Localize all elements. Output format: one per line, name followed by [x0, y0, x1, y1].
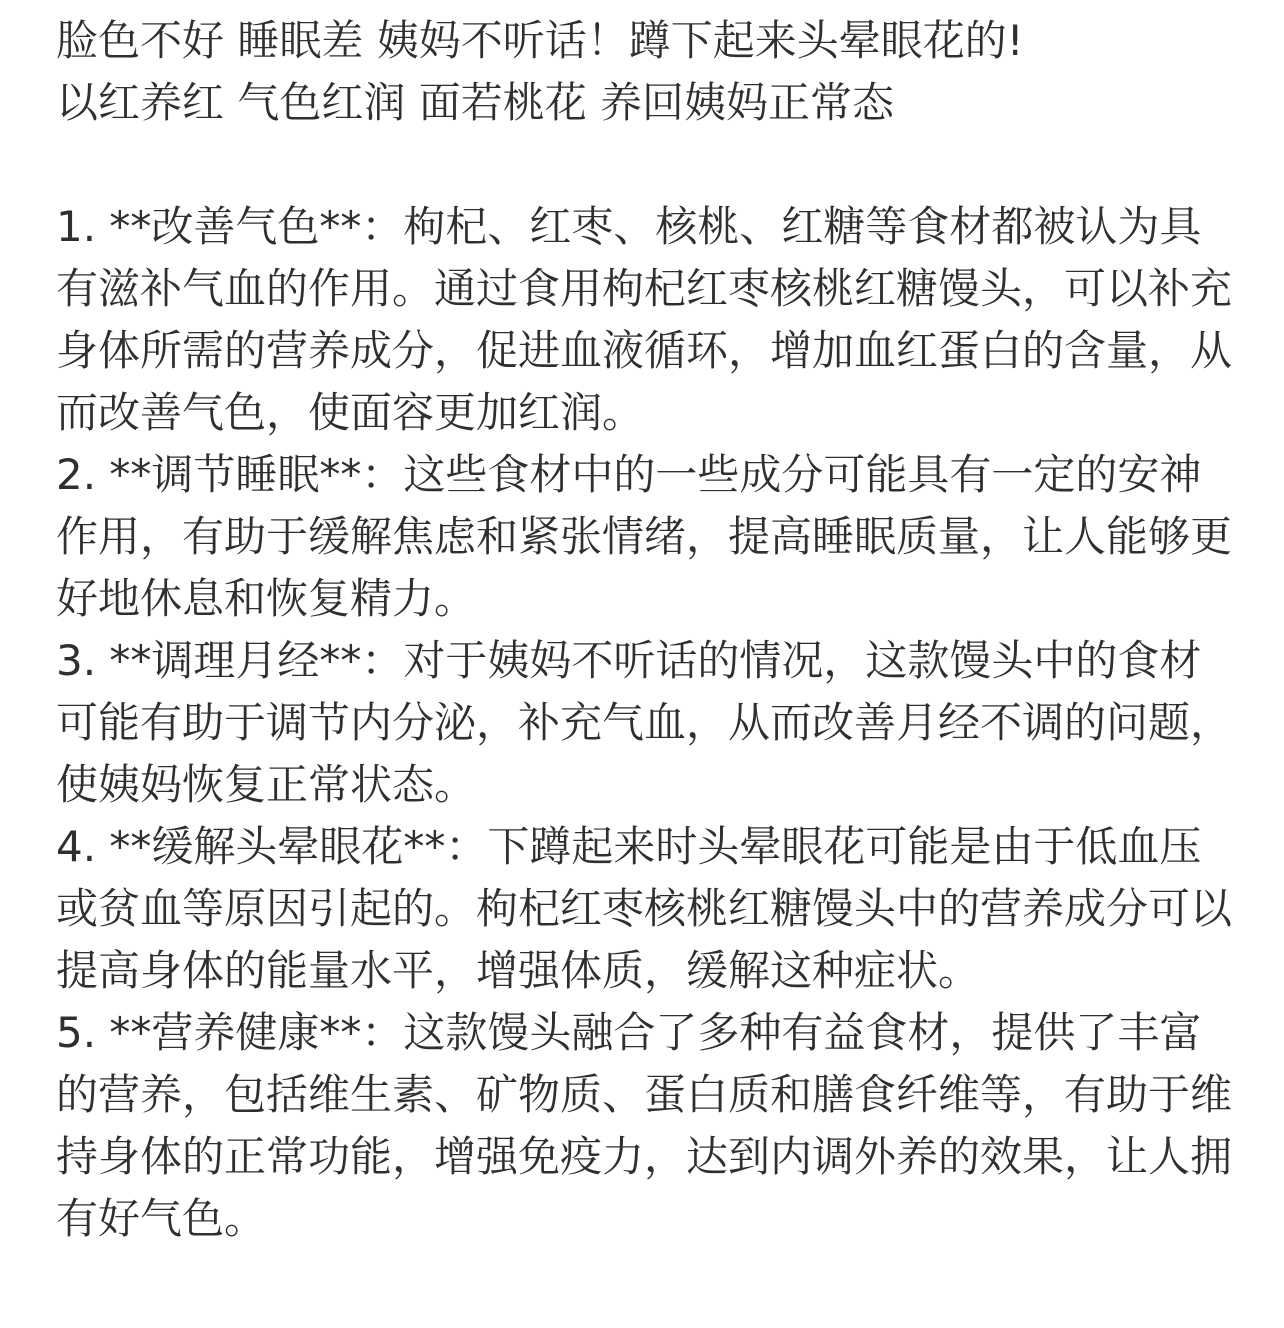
headline-line-1: 脸色不好 睡眠差 姨妈不听话！蹲下起来头晕眼花的!: [56, 16, 1024, 65]
list-item-relieve-dizziness: 4. **缓解头晕眼花**：下蹲起来时头晕眼花可能是由于低血压或贫血等原因引起的。枸杞红枣核桃红糖馒头中的营养成分可以提高身体的能量水平，增强体质，缓解这种症状。: [56, 822, 1233, 995]
list-item-regulate-sleep: 2. **调节睡眠**：这些食材中的一些成分可能具有一定的安神作用，有助于缓解焦虑和紧张情绪，提高睡眠质量，让人能够更好地休息和恢复精力。: [56, 450, 1233, 623]
post-text-content: [56, 10, 1232, 1250]
headline-line-2: 以红养红 气色红润 面若桃花 养回姨妈正常态: [56, 78, 895, 127]
list-item-nutrition-health: 5. **营养健康**：这款馒头融合了多种有益食材，提供了丰富的营养，包括维生素、矿物质、蛋白质和膳食纤维等，有助于维持身体的正常功能，增强免疫力，达到内调外养的效果，让人拥有好气色。: [56, 1008, 1233, 1243]
list-item-improve-complexion: 1. **改善气色**：枸杞、红枣、核桃、红糖等食材都被认为具有滋补气血的作用。通过食用枸杞红枣核桃红糖馒头，可以补充身体所需的营养成分，促进血液循环，增加血红蛋白的含量，从而改善气色，使面容更加红润。: [56, 202, 1233, 437]
post-headline: [56, 10, 1232, 134]
list-item-regulate-menstruation: 3. **调理月经**：对于姨妈不听话的情况，这款馒头中的食材可能有助于调节内分泌，补充气血，从而改善月经不调的问题，使姨妈恢复正常状态。: [56, 636, 1233, 809]
